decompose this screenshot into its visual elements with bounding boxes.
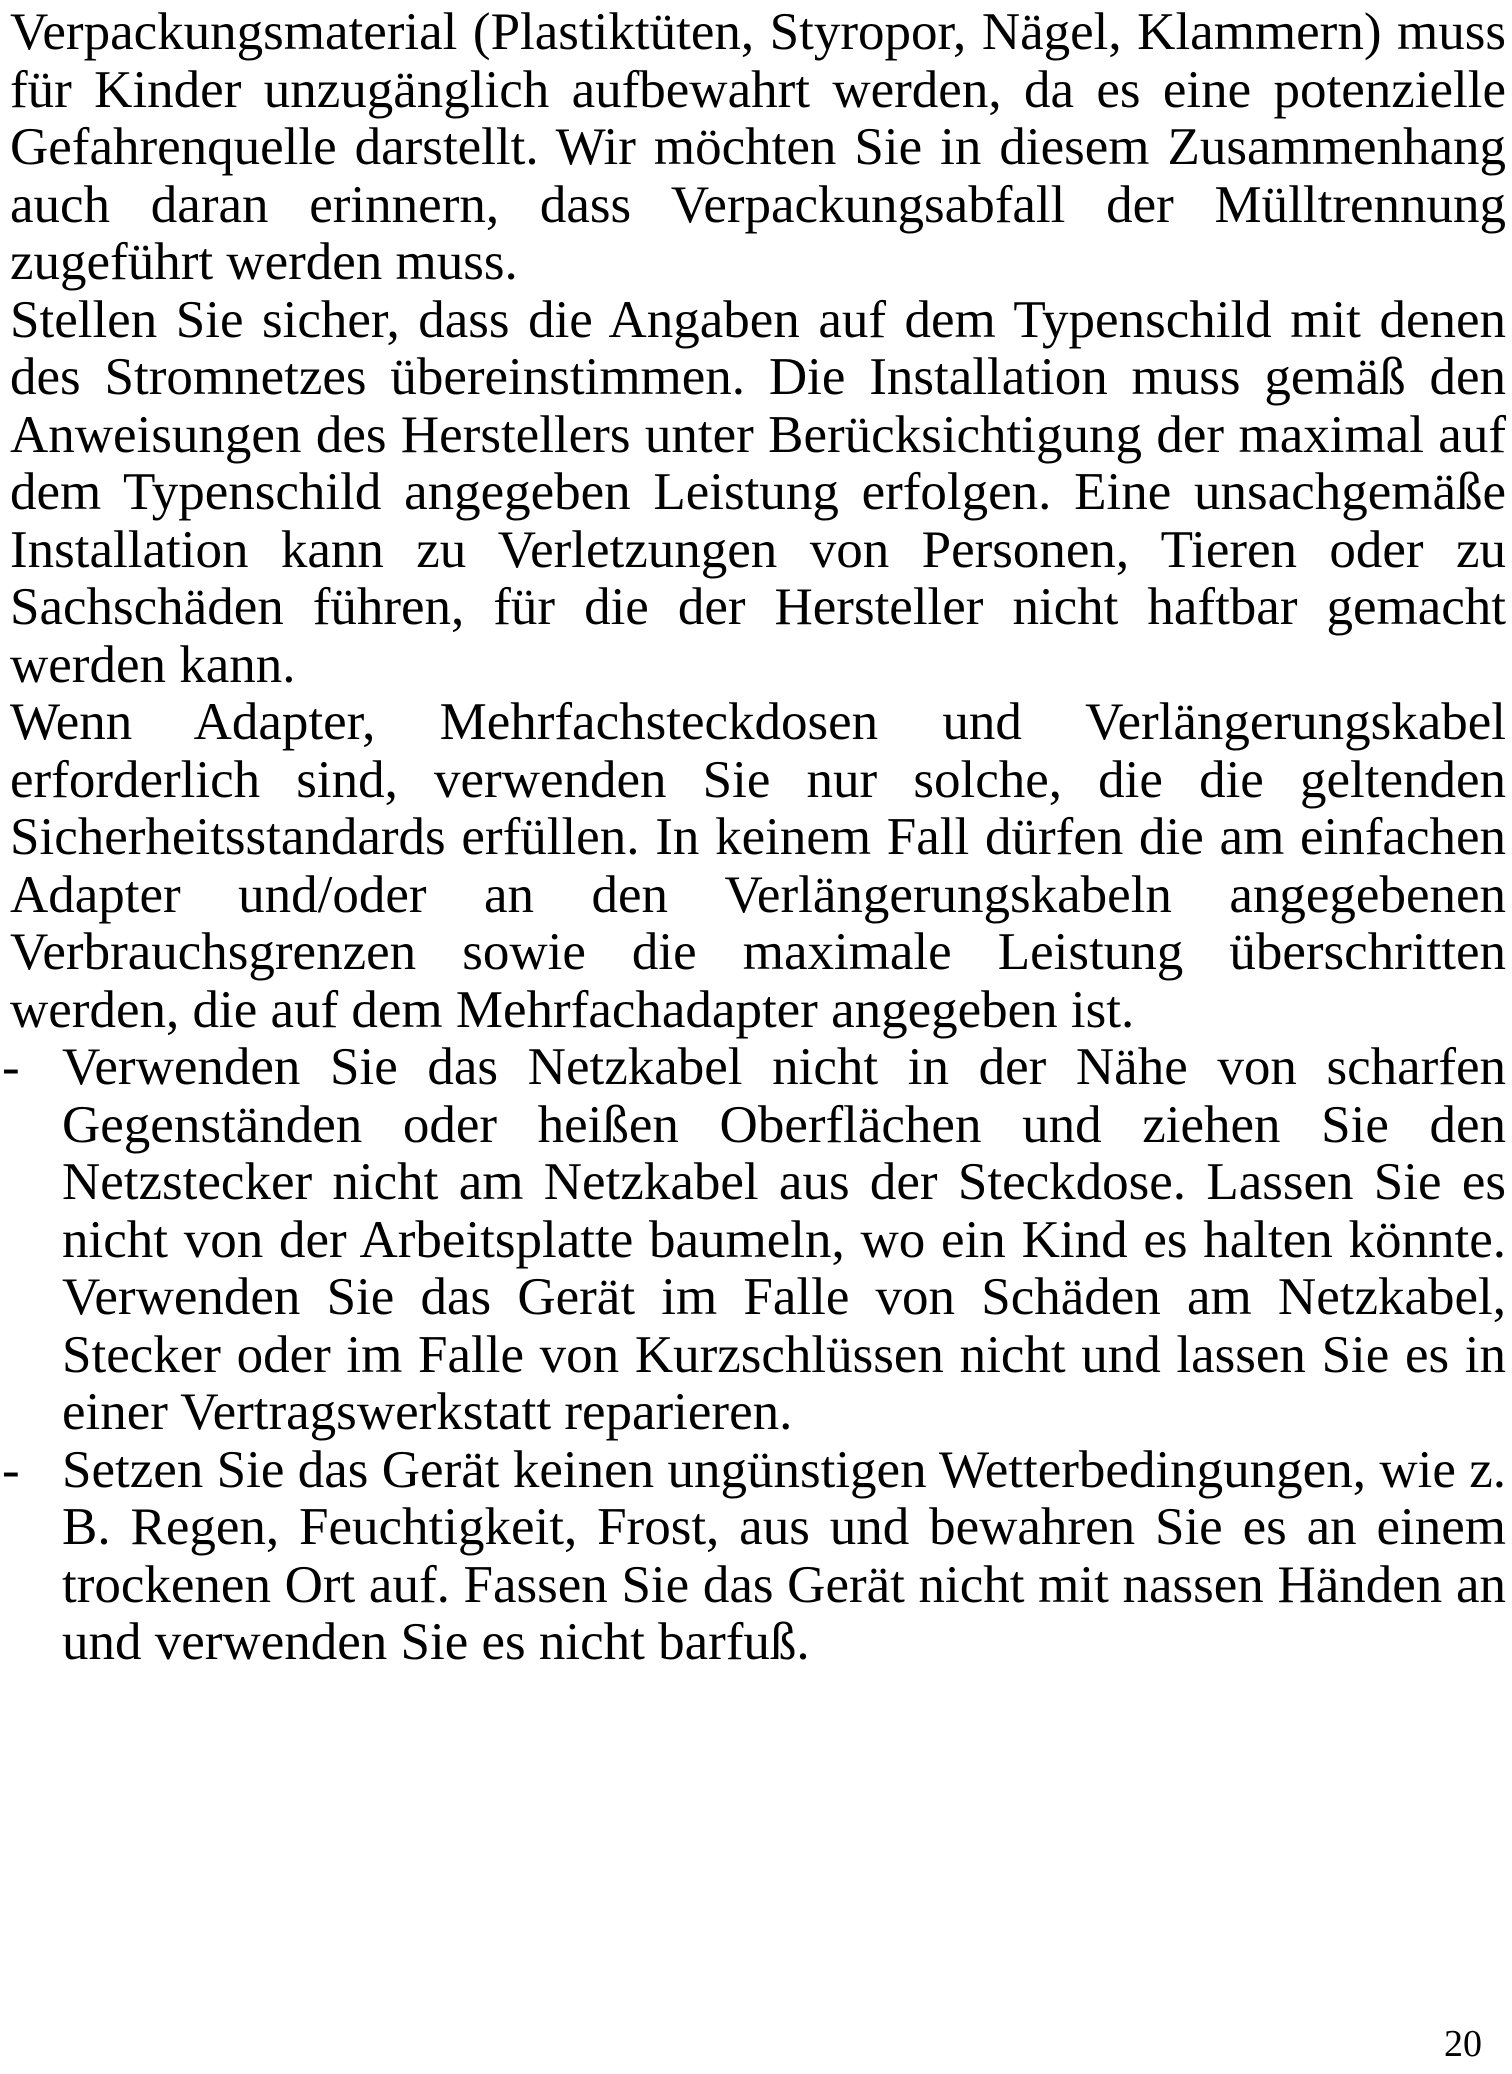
list-item bbox=[2, 1038, 1506, 1442]
bullet-marker: - bbox=[2, 1038, 20, 1096]
bullet-text-power-cord: Verwenden Sie das Netzkabel nicht in der Nähe von scharfen Gegenständen oder heißen Oberflächen und ziehen Sie den Netzstecker nicht am Netzkabel aus der Steckdose. Lassen Sie es nicht von der Arbeitsplatte baumeln, wo ein Kind es halten könnte. Verwenden Sie das Gerät im Falle von Schäden am Netzkabel, Stecker oder im Falle von Kurzschlüssen nicht und lassen Sie es in einer Vertragswerkstatt reparieren. bbox=[62, 1038, 1506, 1441]
bullet-marker: - bbox=[2, 1440, 20, 1499]
list-item bbox=[2, 1440, 1506, 1672]
bullet-text-weather: Setzen Sie das Gerät keinen ungünstigen Wetterbedingungen, wie z. B. Regen, Feuchtigkeit, Frost, aus und bewahren Sie es an einem trockenen Ort auf. Fassen Sie das Gerät nicht mit nassen Händen an und verwenden Sie es nicht barfuß. bbox=[62, 1440, 1506, 1671]
paragraph-packaging: Verpackungsmaterial (Plastiktüten, Styropor, Nägel, Klammern) muss für Kinder unzugänglich aufbewahrt werden, da es eine potenzielle Gefahrenquelle darstellt. Wir möchten Sie in diesem Zusammenhang auch daran erinnern, dass Verpackungsabfall der Mülltrennung zugeführt werden muss. bbox=[10, 3, 1506, 291]
page-number: 20 bbox=[1444, 2023, 1482, 2065]
paragraph-rating-plate: Stellen Sie sicher, dass die Angaben auf dem Typenschild mit denen des Stromnetzes übereinstimmen. Die Installation muss gemäß den Anweisungen des Herstellers unter Berücksichtigung der maximal auf dem Typenschild angegeben Leistung erfolgen. Eine unsachgemäße Installation kann zu Verletzungen von Personen, Tieren oder zu Sachschäden führen, für die der Hersteller nicht haftbar gemacht werden kann. bbox=[10, 290, 1506, 694]
document-page bbox=[2, 3, 1506, 1672]
bullet-list bbox=[2, 1038, 1506, 1672]
paragraph-adapters: Wenn Adapter, Mehrfachsteckdosen und Verlängerungskabel erforderlich sind, verwenden Sie nur solche, die die geltenden Sicherheitsstandards erfüllen. In keinem Fall dürfen die am einfachen Adapter und/oder an den Verlängerungskabeln angegebenen Verbrauchsgrenzen sowie die maximale Leistung überschritten werden, die auf dem Mehrfachadapter angegeben ist. bbox=[10, 693, 1506, 1039]
